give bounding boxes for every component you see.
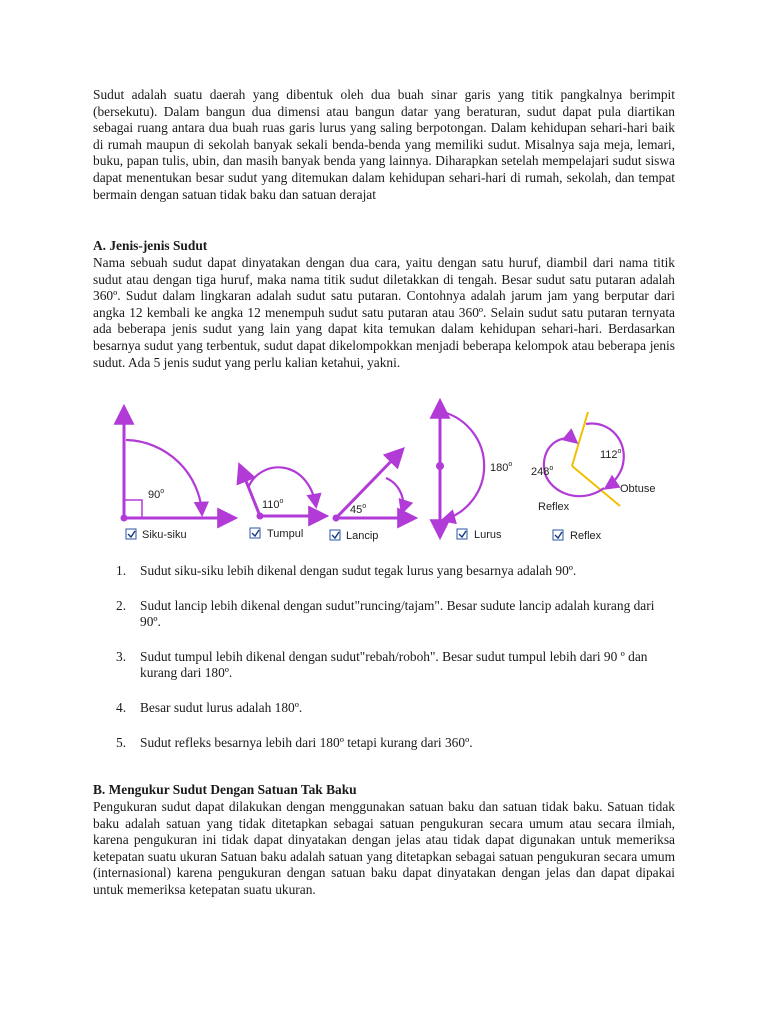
list-item-number: 3. bbox=[116, 648, 127, 664]
section-b-heading: B. Mengukur Sudut Dengan Satuan Tak Baku bbox=[93, 782, 357, 797]
checkbox-caption bbox=[457, 529, 502, 541]
right-angle-arc bbox=[126, 440, 202, 514]
caption-tumpul: Tumpul bbox=[267, 528, 304, 540]
straight-angle-vertex bbox=[436, 462, 444, 470]
obtuse-angle-diagram bbox=[240, 466, 325, 520]
list-item bbox=[116, 598, 676, 631]
list-item bbox=[116, 735, 676, 752]
acute-angle-value: 45$^o$ bbox=[350, 503, 367, 516]
list-item-text: Sudut refleks besarnya lebih dari 180º tetapi kurang dari 360º. bbox=[140, 734, 473, 750]
acute-angle-ray-slanted bbox=[336, 450, 402, 518]
right-angle-square-mark bbox=[124, 500, 142, 518]
checkbox-caption bbox=[330, 530, 378, 542]
checkbox-caption bbox=[553, 530, 602, 542]
list-item-number: 4. bbox=[116, 699, 127, 715]
reflex-angle-line-upper bbox=[572, 412, 588, 466]
reflex-caption: Reflex bbox=[538, 501, 570, 513]
section-a-heading: A. Jenis-jenis Sudut bbox=[93, 238, 208, 253]
list-item-text: Sudut lancip lebih dikenal dengan sudut"runcing/tajam". Besar sudute lancip adalah kurang dari 90º. bbox=[140, 597, 655, 630]
angle-types-figure bbox=[110, 396, 670, 544]
straight-angle-arc bbox=[443, 412, 484, 520]
reflex-angle-diagram bbox=[531, 412, 655, 513]
list-item-number: 5. bbox=[116, 734, 127, 750]
list-item bbox=[116, 649, 676, 682]
list-item-text: Sudut tumpul lebih dikenal dengan sudut"rebah/roboh". Besar sudut tumpul lebih dari 90 º dan kurang dari 180º. bbox=[140, 648, 648, 681]
obtuse-angle-value-extra: 112$^o$ bbox=[600, 448, 622, 461]
list-item-text: Sudut siku-siku lebih dikenal dengan sudut tegak lurus yang besarnya adalah 90º. bbox=[140, 563, 577, 578]
section-b-paragraph: Pengukuran sudut dapat dilakukan dengan menggunakan satuan baku dan satuan tidak baku. Satuan tidak baku adalah satuan yang tidak ditetapkan sebagai satuan pengukuran secara umum atau secara ilmiah, karena pengukuran ini tidak dapat dinyatakan dengan jelas atau tidak dapat digunakan untuk memeriksa ketepatan suatu ukuran Satuan baku adalah satuan yang ditetapkan sebagai satuan pengukuran secara umum (internasional) karena pengukuran dengan satuan baku dapat dinyatakan dengan jelas dan dapat dipakai untuk memeriksa ketepatan suatu ukuran. bbox=[93, 799, 675, 897]
checkbox-caption bbox=[126, 529, 187, 541]
checkbox-caption bbox=[250, 528, 303, 540]
right-angle-vertex bbox=[121, 515, 128, 522]
list-item bbox=[116, 700, 676, 717]
list-item-number: 1. bbox=[116, 563, 127, 578]
obtuse-angle-vertex bbox=[257, 513, 264, 520]
intro-paragraph: Sudut adalah suatu daerah yang dibentuk oleh dua buah sinar garis yang titik pangkalnya berimpit (bersekutu). Dalam bangun dua dimensi atau bangun datar yang beraturan, sudut dapat pula diartikan sebagai ruang antara dua buah ruas garis lurus yang saling berpotongan. Dalam kehidupan sehari-hari baik di rumah maupun di sekolah banyak sekali benda-benda yang memiliki sudut. Misalnya saja meja, lemari, buku, papan tulis, ubin, dan masih banyak benda yang lainnya. Diharapkan setelah mempelajari sudut siswa dapat menentukan besar sudut yang ditemukan dalam kehidupan sehari-hari di rumah, sekolah, dan tempat bermain dengan satuan tidak baku dan satuan derajat bbox=[93, 87, 675, 202]
list-item-text: Besar sudut lurus adalah 180º. bbox=[140, 699, 303, 715]
caption-lancip: Lancip bbox=[346, 530, 379, 542]
acute-angle-diagram bbox=[333, 450, 415, 522]
obtuse-angle-value: 110$^o$ bbox=[262, 498, 284, 511]
angle-types-list bbox=[116, 563, 676, 751]
acute-angle-vertex bbox=[333, 515, 340, 522]
straight-angle-diagram bbox=[436, 402, 512, 536]
right-angle-diagram bbox=[121, 408, 235, 522]
obtuse-angle-ray-slanted bbox=[240, 466, 260, 516]
list-item-number: 2. bbox=[116, 597, 127, 613]
reflex-angle-line-lower bbox=[572, 466, 620, 506]
caption-siku-siku: Siku-siku bbox=[142, 529, 187, 541]
acute-angle-arc bbox=[386, 478, 403, 512]
section-a-paragraph: Nama sebuah sudut dapat dinyatakan dengan dua cara, yaitu dengan satu huruf, diambil dari nama titik sudut atau dengan tiga huruf, maka nama titik sudut diletakkan di tengah. Besar sudut satu putaran adalah 360º. Sudut dalam lingkaran adalah sudut satu putaran. Contohnya adalah jarum jam yang berputar dari angka 12 kembali ke angka 12 menempuh sudut satu putaran atau 360º. Selain sudut satu putaran ternyata ada beberapa jenis sudut yang lain yang dapat kita temukan dalam kehidupan sehari-hari. Berdasarkan besarnya sudut yang terbentuk, sudut dapat dikelompokkan menjadi beberapa kelompok atau beberapa jenis sudut. Ada 5 jenis sudut yang perlu kalian ketahui, yakni. bbox=[93, 255, 675, 370]
list-item bbox=[116, 563, 676, 580]
straight-angle-value: 180$^o$ bbox=[490, 461, 513, 474]
reflex-angle-value: 248$^o$ bbox=[531, 465, 554, 478]
caption-lurus: Lurus bbox=[474, 529, 502, 541]
obtuse-caption: Obtuse bbox=[620, 483, 656, 495]
right-angle-value: 90$^o$ bbox=[148, 488, 165, 501]
caption-reflex: Reflex bbox=[570, 530, 602, 542]
